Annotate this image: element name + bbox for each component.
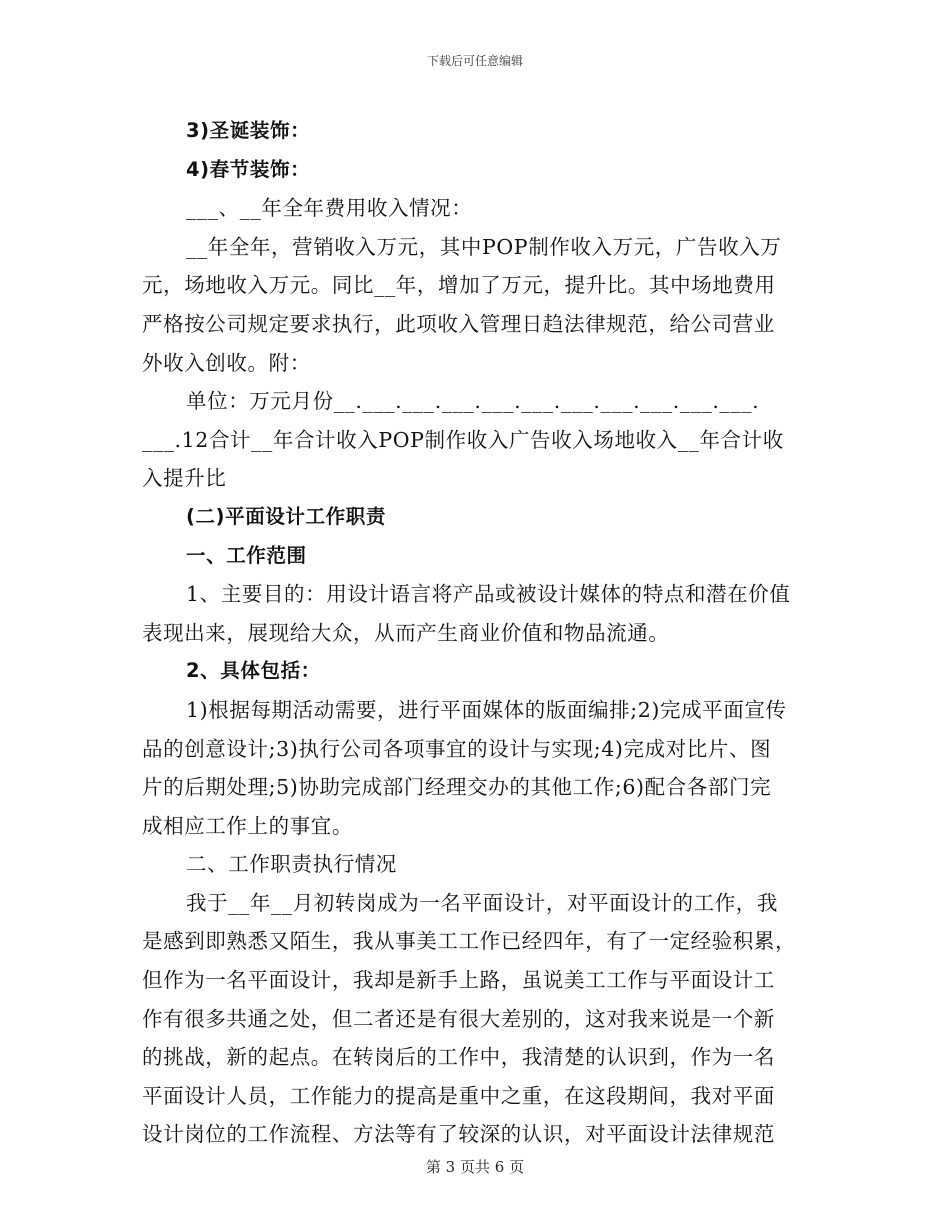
section-heading: 2、具体包括： [186,659,321,683]
paragraph-line: 设计岗位的工作流程、方法等有了较深的认识，对平面设计法律规范 [142,1122,775,1147]
document-body [142,112,806,1154]
heading-spring-festival-decoration: 4)春节装饰： [186,157,311,181]
paragraph-line: ___.12合计__年合计收入POP制作收入广告收入场地收入__年合计收 [142,427,784,452]
paragraph-line: 我于__年__月初转岗成为一名平面设计，对平面设计的工作，我 [186,890,778,915]
section-heading: (二)平面设计工作职责 [186,504,386,528]
heading-christmas-decoration: 3)圣诞装饰： [186,119,311,142]
paragraph-line: 严格按公司规定要求执行，此项收入管理日趋法律规范，给公司营业 [142,311,775,336]
page-footer: 第 3 页共 6 页 [425,1158,525,1176]
paragraph-line: 单位：万元月份__.___.___.___.___.___.___.___.___.___.___. [186,389,760,414]
page-header: 下载后可任意编辑 [426,54,523,68]
paragraph-line: 的挑战，新的起点。在转岗后的工作中，我清楚的认识到，作为一名 [142,1045,775,1070]
section-heading: 二、工作职责执行情况 [186,852,397,877]
paragraph-line: 品的创意设计;3)执行公司各项事宜的设计与实现;4)完成对比片、图 [142,736,772,761]
paragraph-line: 是感到即熟悉又陌生，我从事美工工作已经四年，有了一定经验积累， [142,929,797,954]
paragraph-line: __年全年，营销收入万元，其中POP制作收入万元，广告收入万 [186,234,782,259]
paragraph-line: 成相应工作上的事宜。 [142,813,353,838]
paragraph-line: 外收入创收。附： [142,350,311,375]
paragraph-line: 1、主要目的：用设计语言将产品或被设计媒体的特点和潜在价值 [186,582,791,607]
paragraph-line: 平面设计人员，工作能力的提高是重中之重，在这段期间，我对平面 [142,1083,775,1108]
paragraph-line: 片的后期处理;5)协助完成部门经理交办的其他工作;6)配合各部门完 [142,775,772,800]
paragraph-line: 作有很多共通之处，但二者还是有很大差别的，这对我来说是一个新 [142,1006,775,1031]
paragraph-line: 但作为一名平面设计，我却是新手上路，虽说美工工作与平面设计工 [142,968,775,993]
paragraph-line: ___、__年全年费用收入情况： [186,196,473,221]
paragraph-line: 1)根据每期活动需要，进行平面媒体的版面编排;2)完成平面宣传 [186,697,787,722]
paragraph-line: 元，场地收入万元。同比__年，增加了万元，提升比。其中场地费用 [142,273,776,298]
paragraph-line: 入提升比 [142,466,227,491]
section-heading: 一、工作范围 [186,543,307,567]
paragraph-line: 表现出来，展现给大众，从而产生商业价值和物品流通。 [142,620,670,645]
